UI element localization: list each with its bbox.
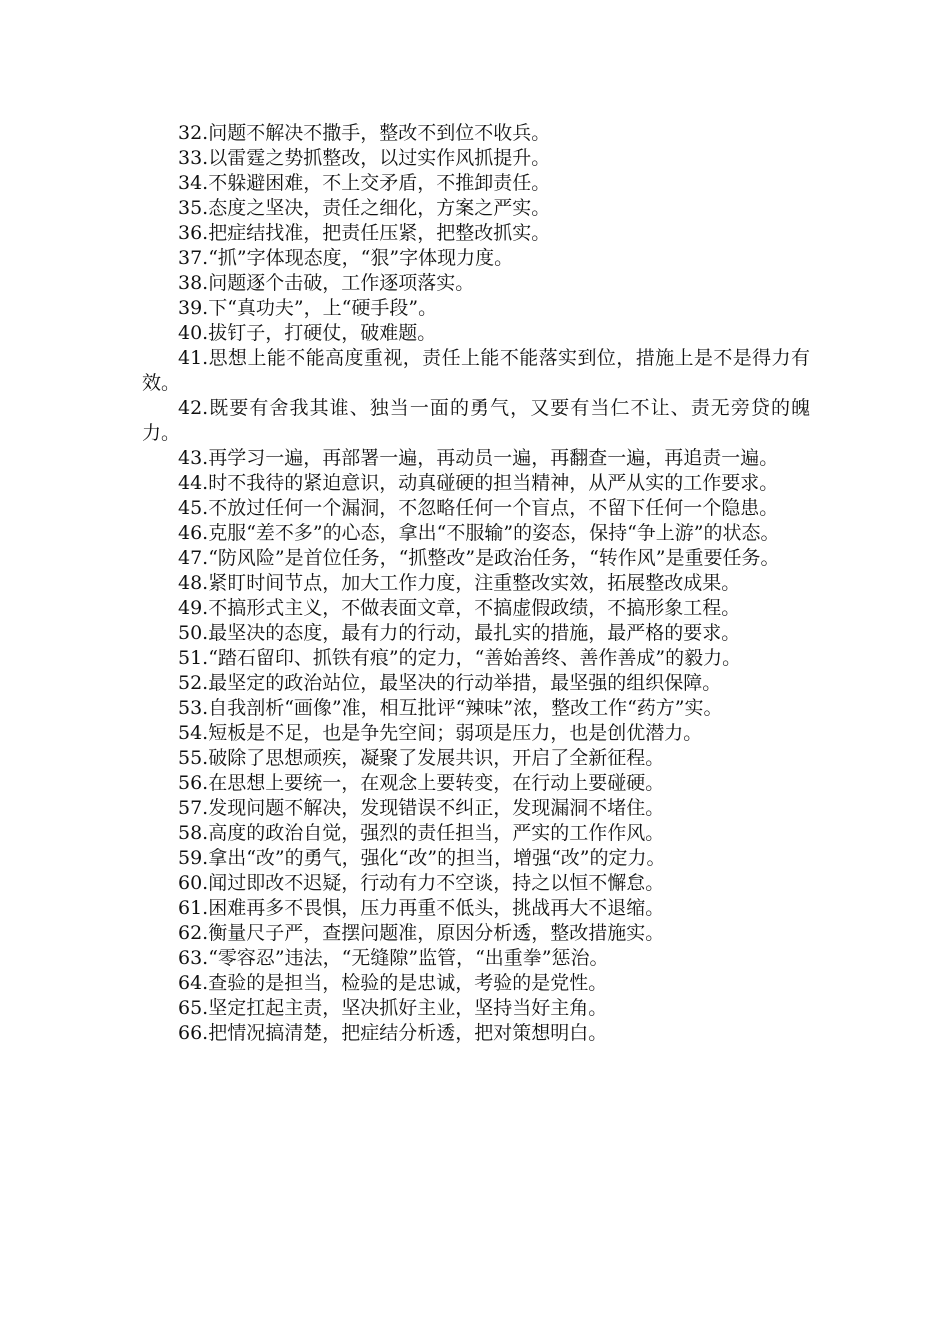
list-item: 54.短板是不足，也是争先空间；弱项是压力，也是创优潜力。 xyxy=(178,722,703,744)
list-item: 57.发现问题不解决，发现错误不纠正，发现漏洞不堵住。 xyxy=(178,797,665,819)
list-item: 36.把症结找准，把责任压紧，把整改抓实。 xyxy=(178,222,551,244)
list-item: 66.把情况搞清楚，把症结分析透，把对策想明白。 xyxy=(178,1022,608,1044)
list-item: 59.拿出“改”的勇气，强化“改”的担当，增强“改”的定力。 xyxy=(178,847,666,869)
list-item: 58.高度的政治自觉，强烈的责任担当，严实的工作作风。 xyxy=(178,822,665,844)
list-item: 48.紧盯时间节点，加大工作力度，注重整改实效，拓展整改成果。 xyxy=(178,572,741,594)
list-item: 32.问题不解决不撒手，整改不到位不收兵。 xyxy=(178,122,551,144)
list-item: 42.既要有舍我其谁、独当一面的勇气，又要有当仁不让、责无旁贷的魄力。 xyxy=(142,397,810,444)
list-item: 47.“防风险”是首位任务，“抓整改”是政治任务，“转作风”是重要任务。 xyxy=(178,547,780,569)
list-item: 56.在思想上要统一，在观念上要转变，在行动上要碰硬。 xyxy=(178,772,665,794)
list-item: 35.态度之坚决，责任之细化，方案之严实。 xyxy=(178,197,551,219)
list-item: 41.思想上能不能高度重视，责任上能不能落实到位，措施上是不是得力有效。 xyxy=(142,347,810,394)
list-item: 40.拔钉子，打硬仗，破难题。 xyxy=(178,322,437,344)
list-item: 44.时不我待的紧迫意识，动真碰硬的担当精神，从严从实的工作要求。 xyxy=(178,472,779,494)
list-item: 52.最坚定的政治站位，最坚决的行动举措，最坚强的组织保障。 xyxy=(178,672,722,694)
document-body xyxy=(142,121,810,1046)
list-item: 37.“抓”字体现态度，“狠”字体现力度。 xyxy=(178,247,514,269)
list-item: 38.问题逐个击破，工作逐项落实。 xyxy=(178,272,475,294)
list-item: 51.“踏石留印、抓铁有痕”的定力，“善始善终、善作善成”的毅力。 xyxy=(178,647,742,669)
list-item: 39.下“真功夫”，上“硬手段”。 xyxy=(178,297,438,319)
list-item: 64.查验的是担当，检验的是忠诚，考验的是党性。 xyxy=(178,972,608,994)
list-item: 61.困难再多不畏惧，压力再重不低头，挑战再大不退缩。 xyxy=(178,897,665,919)
list-item: 55.破除了思想顽疾，凝聚了发展共识，开启了全新征程。 xyxy=(178,747,665,769)
list-item: 62.衡量尺子严，查摆问题准，原因分析透，整改措施实。 xyxy=(178,922,665,944)
list-item: 50.最坚决的态度，最有力的行动，最扎实的措施，最严格的要求。 xyxy=(178,622,741,644)
list-item: 49.不搞形式主义，不做表面文章，不搞虚假政绩，不搞形象工程。 xyxy=(178,597,741,619)
list-item: 45.不放过任何一个漏洞，不忽略任何一个盲点，不留下任何一个隐患。 xyxy=(178,497,779,519)
list-item: 53.自我剖析“画像”准，相互批评“辣味”浓，整改工作“药方”实。 xyxy=(178,697,723,719)
list-item: 65.坚定扛起主责，坚决抓好主业，坚持当好主角。 xyxy=(178,997,608,1019)
list-item: 43.再学习一遍，再部署一遍，再动员一遍，再翻查一遍，再追责一遍。 xyxy=(178,447,779,469)
list-item: 46.克服“差不多”的心态，拿出“不服输”的姿态，保持“争上游”的状态。 xyxy=(178,522,780,544)
list-item: 34.不躲避困难，不上交矛盾，不推卸责任。 xyxy=(178,172,551,194)
list-item: 63.“零容忍”违法，“无缝隙”监管，“出重拳”惩治。 xyxy=(178,947,609,969)
list-item: 60.闻过即改不迟疑，行动有力不空谈，持之以恒不懈怠。 xyxy=(178,872,665,894)
list-item: 33.以雷霆之势抓整改，以过实作风抓提升。 xyxy=(178,147,551,169)
